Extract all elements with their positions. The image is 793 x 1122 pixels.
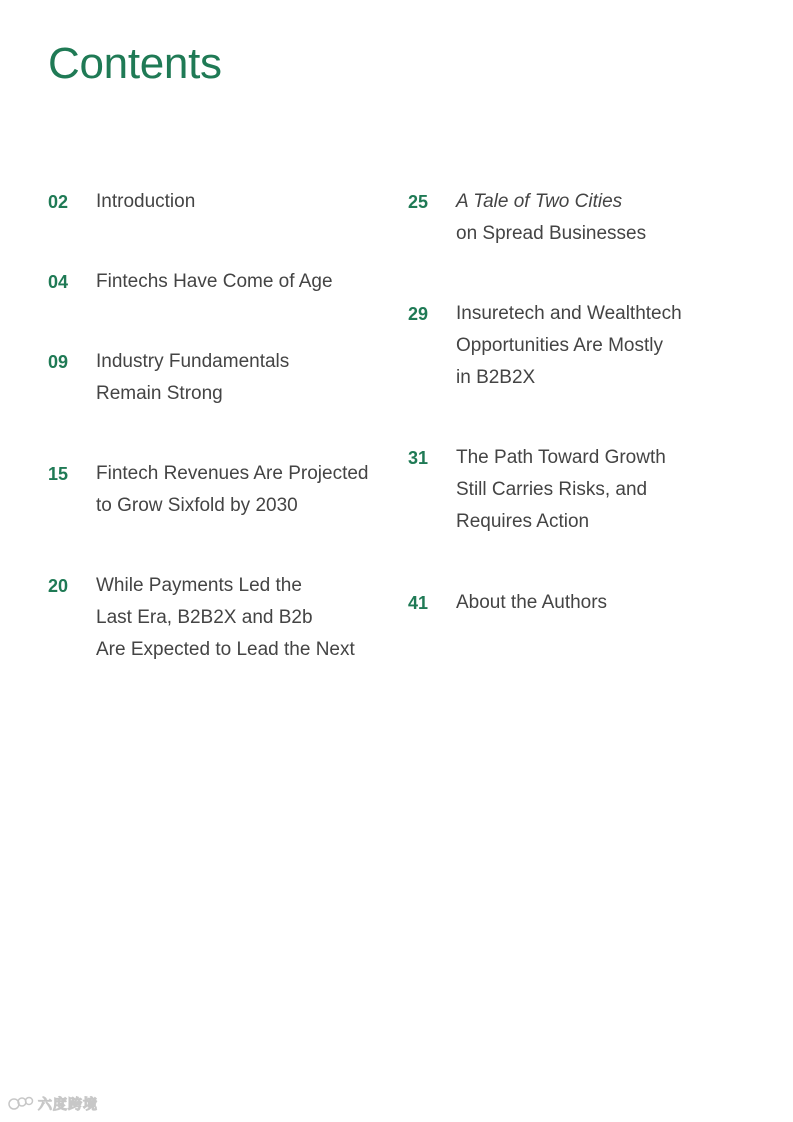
toc-page-number: 04	[48, 272, 69, 292]
36kr-logo-icon	[8, 1095, 34, 1113]
watermark-text: 六度跨境	[38, 1097, 98, 1113]
toc-entry-title: Fintechs Have Come of Age	[96, 271, 333, 292]
watermark	[8, 1094, 98, 1114]
toc-entry-path-toward-growth[interactable]	[408, 442, 666, 538]
toc-entry-title: Insuretech and Wealthtech Opportunities Are Mostly in B2B2X	[456, 303, 682, 388]
toc-page-number: 41	[408, 593, 429, 613]
toc-entry-title: While Payments Led the Last Era, B2B2X and B2b Are Expected to Lead the Next	[96, 575, 355, 660]
toc-entry-payments-led-last-era[interactable]	[48, 570, 355, 666]
toc-page-number: 29	[408, 304, 429, 324]
toc-page-number: 20	[48, 576, 69, 596]
toc-entry-introduction[interactable]	[48, 186, 195, 218]
toc-entry-title: Introduction	[96, 191, 196, 212]
toc-page-number: 25	[408, 192, 429, 212]
toc-entry-title: A Tale of Two Cities on Spread Businesses	[456, 191, 647, 244]
toc-entry-tale-of-two-cities[interactable]	[408, 186, 646, 250]
page-title: Contents	[48, 39, 222, 88]
toc-entry-title: About the Authors	[456, 592, 608, 613]
toc-entry-fintech-revenues[interactable]	[48, 458, 369, 522]
toc-page-number: 15	[48, 464, 69, 484]
toc-entry-insuretech-wealthtech[interactable]	[408, 298, 682, 394]
toc-entry-title: Fintech Revenues Are Projected to Grow Sixfold by 2030	[96, 463, 369, 516]
toc-page-number: 02	[48, 192, 69, 212]
toc-entry-title: The Path Toward Growth Still Carries Risks, and Requires Action	[456, 447, 666, 532]
toc-entry-fintechs-come-of-age[interactable]	[48, 266, 333, 298]
toc-entry-about-the-authors[interactable]	[408, 587, 607, 619]
toc-entry-industry-fundamentals[interactable]	[48, 346, 289, 410]
toc-page-number: 31	[408, 448, 429, 468]
toc-entry-title: Industry Fundamentals Remain Strong	[96, 351, 290, 404]
toc-page-number: 09	[48, 352, 69, 372]
